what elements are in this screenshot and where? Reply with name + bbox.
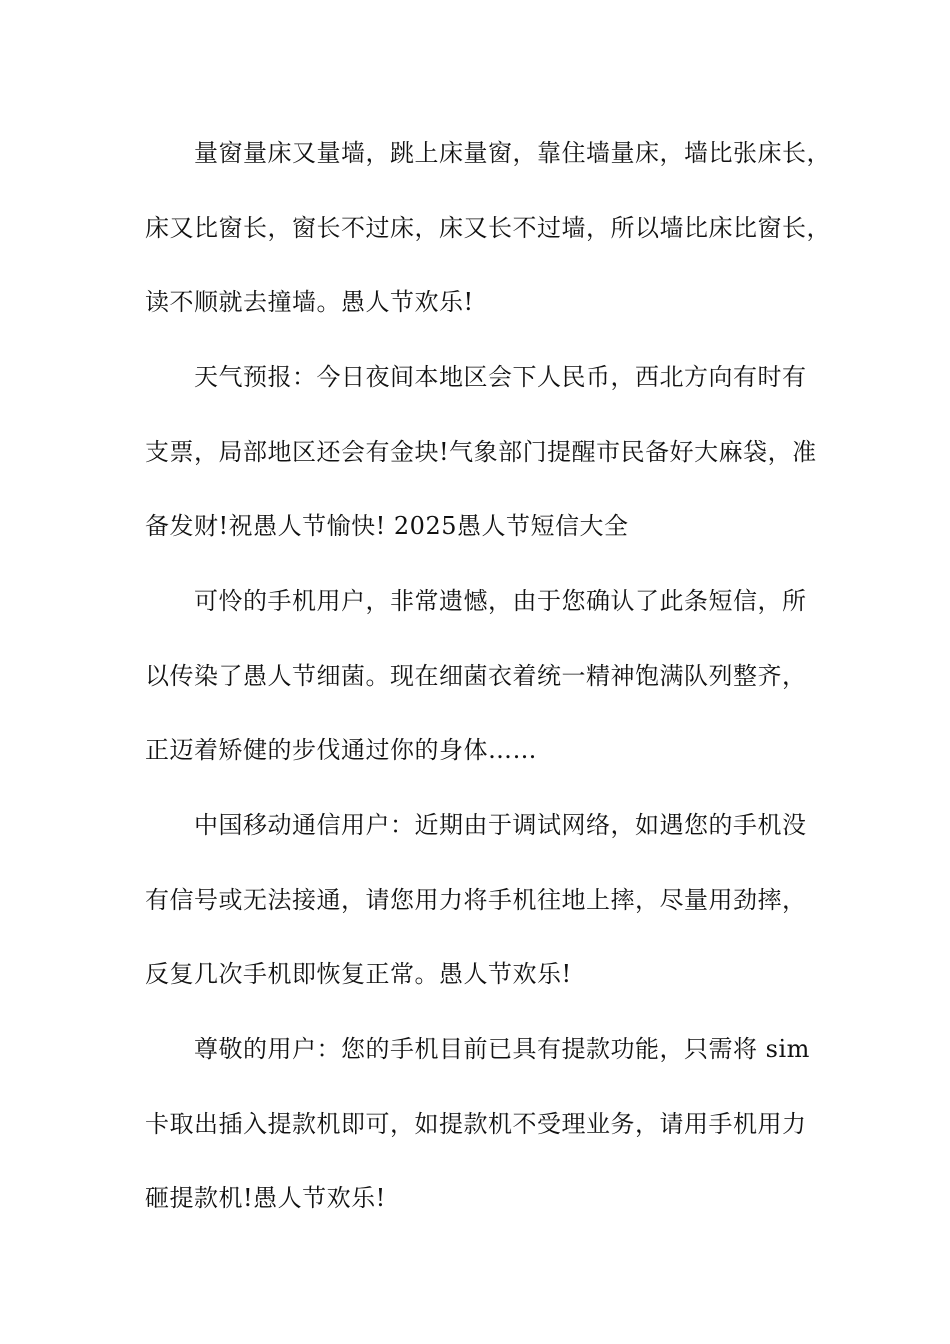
paragraph-line: 量窗量床又量墙，跳上床量窗，靠住墙量床，墙比张床长，	[194, 139, 831, 167]
paragraph-3	[145, 564, 835, 788]
paragraph-2	[145, 340, 835, 564]
paragraph-line: 天气预报：今日夜间本地区会下人民币，西北方向有时有	[194, 363, 807, 391]
paragraph-line: 可怜的手机用户，非常遗憾，由于您确认了此条短信，所	[194, 587, 807, 615]
paragraph-5	[145, 1012, 835, 1236]
paragraph-line: 支票，局部地区还会有金块!气象部门提醒市民备好大麻袋，准	[145, 437, 817, 466]
paragraph-line: 尊敬的用户：您的手机目前已具有提款功能，只需将 sim	[194, 1035, 810, 1063]
paragraph-line: 卡取出插入提款机即可，如提款机不受理业务，请用手机用力	[145, 1109, 807, 1138]
paragraph-4	[145, 788, 835, 1012]
paragraph-line: 反复几次手机即恢复正常。愚人节欢乐!	[145, 960, 572, 988]
paragraph-line: 中国移动通信用户：近期由于调试网络，如遇您的手机没	[194, 811, 807, 839]
paragraph-line: 读不顺就去撞墙。愚人节欢乐!	[145, 288, 474, 316]
paragraph-line: 正迈着矫健的步伐通过你的身体……	[145, 736, 537, 764]
paragraph-line: 以传染了愚人节细菌。现在细菌衣着统一精神饱满队列整齐，	[145, 661, 807, 690]
paragraph-line: 砸提款机!愚人节欢乐!	[145, 1184, 386, 1212]
document-body	[145, 116, 835, 1236]
paragraph-line: 备发财!祝愚人节愉快! 2025愚人节短信大全	[145, 512, 629, 540]
paragraph-line: 床又比窗长，窗长不过床，床又长不过墙，所以墙比床比窗长，	[145, 213, 831, 242]
paragraph-line: 有信号或无法接通，请您用力将手机往地上摔，尽量用劲摔，	[145, 885, 807, 914]
paragraph-1	[145, 116, 835, 340]
